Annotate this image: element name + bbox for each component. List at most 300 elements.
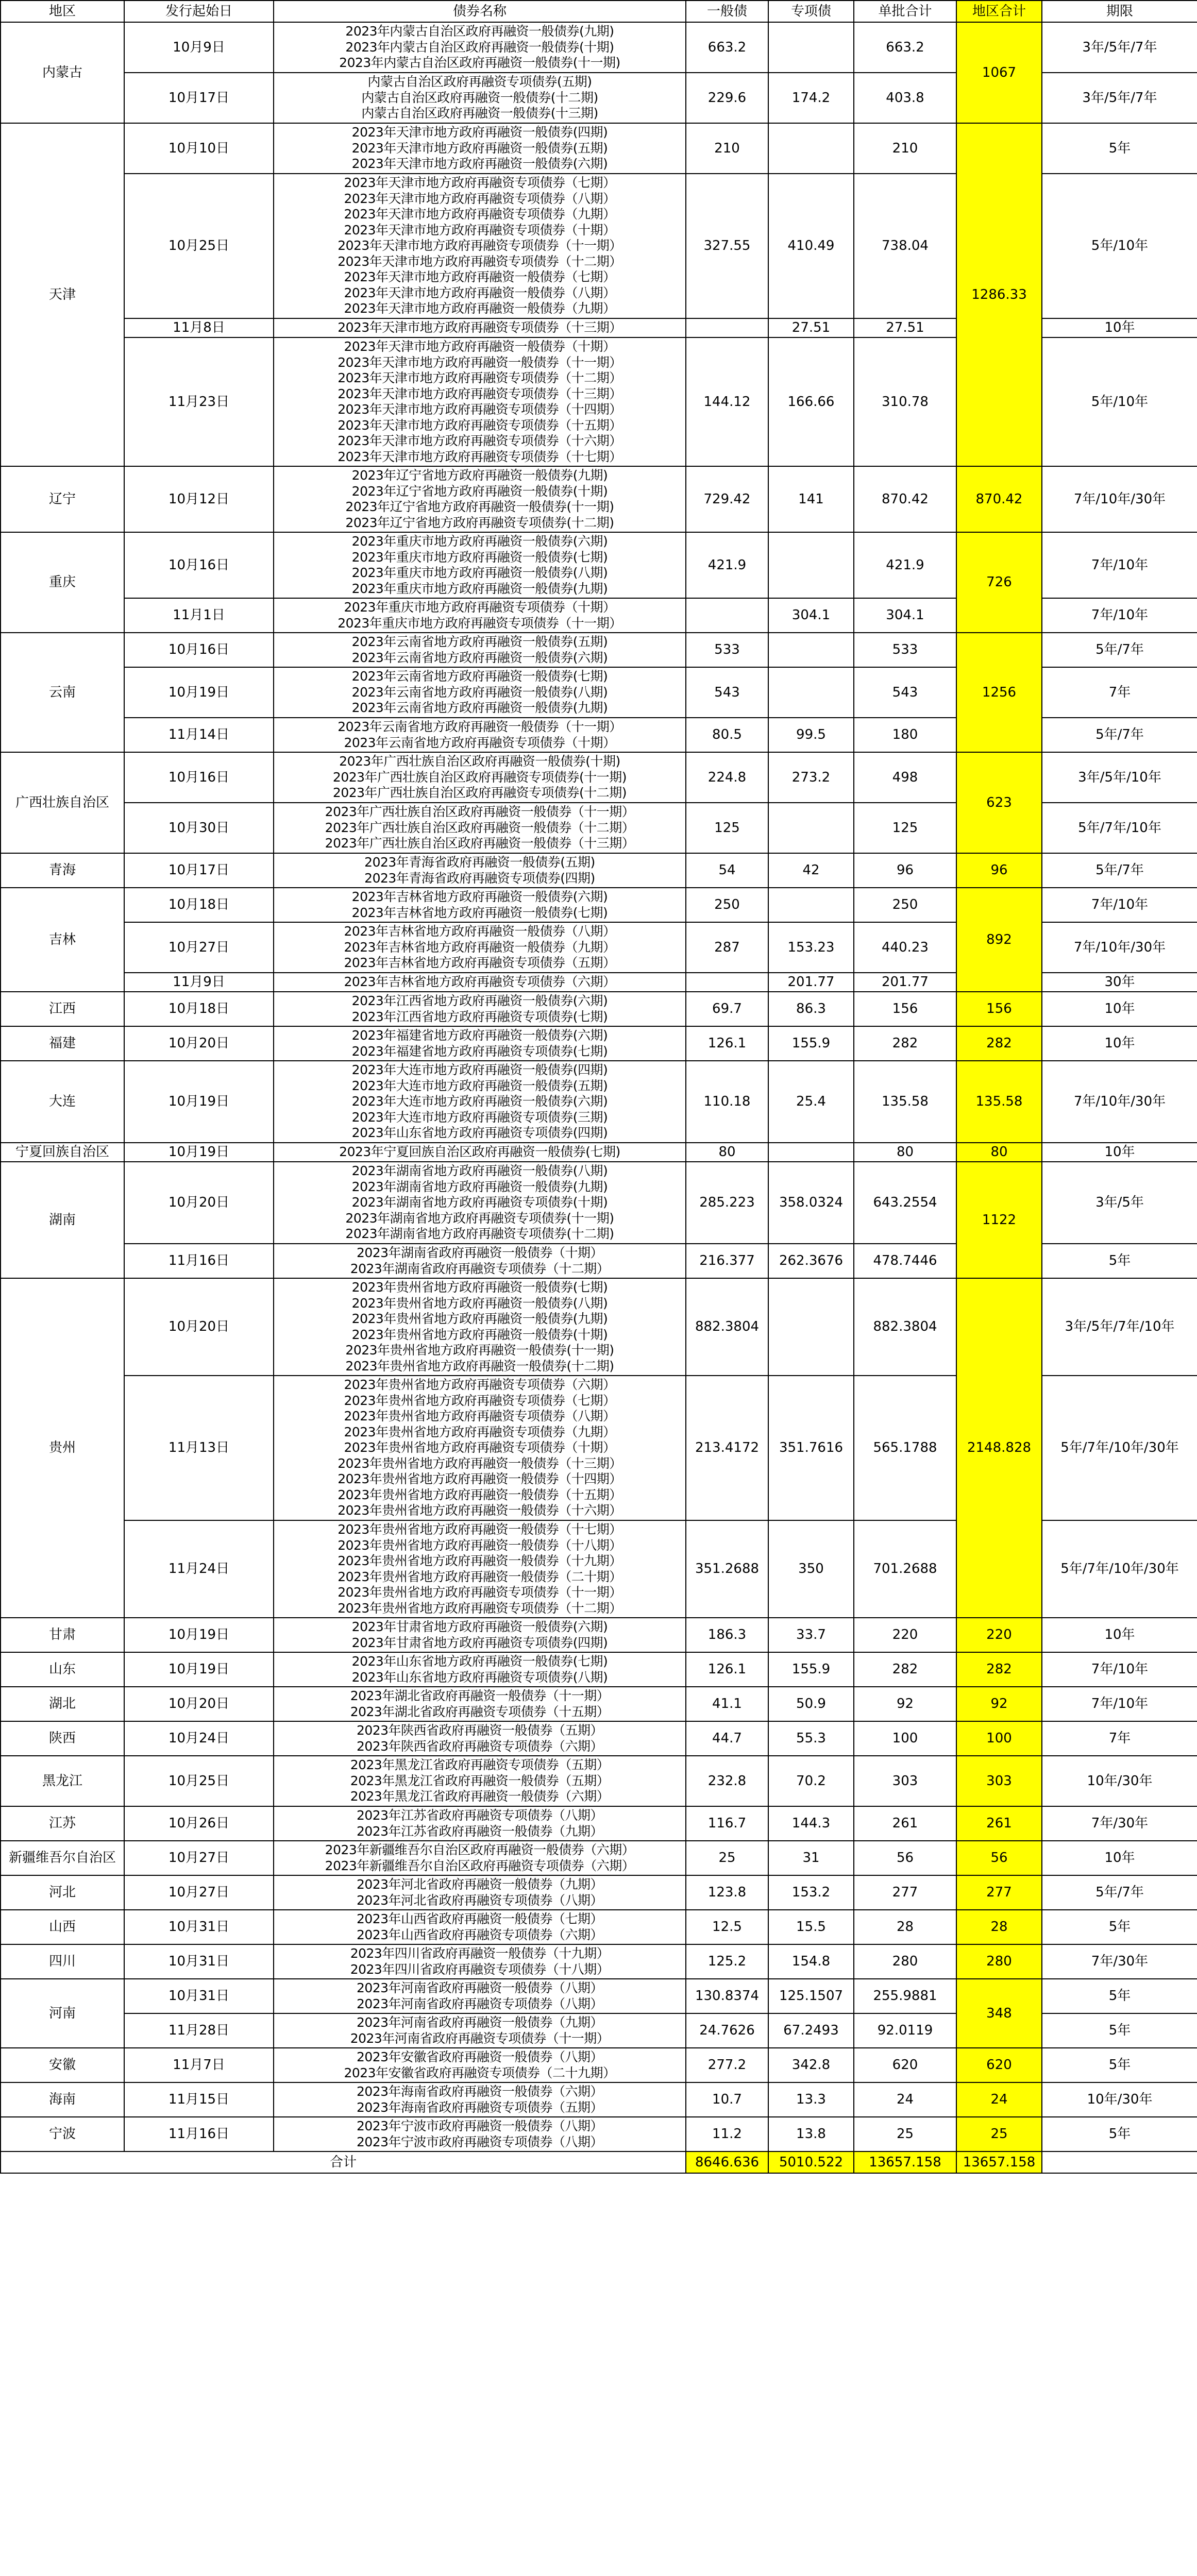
table-row <box>1 1721 1197 1756</box>
special-cell: 273.2 <box>768 752 854 803</box>
batch-total-cell: 92.0119 <box>854 2013 956 2048</box>
special-cell: 50.9 <box>768 1687 854 1721</box>
bond-name: 2023年贵州省地方政府再融资专项债券（十期） <box>344 1440 616 1455</box>
region-cell: 湖南 <box>1 1162 124 1278</box>
batch-total-cell: 303 <box>854 1756 956 1806</box>
term-cell: 5年 <box>1042 1979 1197 2013</box>
bond-name: 2023年贵州省地方政府再融资一般债券(九期) <box>351 1311 608 1326</box>
date-cell: 10月27日 <box>124 1841 274 1875</box>
region-total-cell: 277 <box>956 1875 1042 1910</box>
table-row <box>1 1162 1197 1244</box>
special-cell: 155.9 <box>768 1652 854 1687</box>
bond-name: 2023年云南省地方政府再融资一般债券(九期) <box>351 700 608 716</box>
region-total-cell: 303 <box>956 1756 1042 1806</box>
general-cell: 24.7626 <box>686 2013 768 2048</box>
term-cell: 7年/10年/30年 <box>1042 1061 1197 1143</box>
bond-name: 2023年新疆维吾尔自治区政府再融资一般债券（六期） <box>325 1842 635 1857</box>
table-row <box>1 22 1197 73</box>
region-cell: 安徽 <box>1 2048 124 2082</box>
bond-name: 2023年重庆市地方政府再融资专项债券（十期） <box>344 600 616 615</box>
region-cell: 福建 <box>1 1026 124 1061</box>
special-cell: 55.3 <box>768 1721 854 1756</box>
region-total-cell: 620 <box>956 2048 1042 2082</box>
bond-name: 2023年贵州省地方政府再融资专项债券（九期） <box>344 1424 616 1439</box>
region-cell: 宁波 <box>1 2117 124 2151</box>
special-cell: 410.49 <box>768 174 854 318</box>
special-cell <box>768 532 854 598</box>
table-row <box>1 1687 1197 1721</box>
bond-name: 2023年吉林省地方政府再融资一般债券（九期） <box>344 939 616 955</box>
term-cell: 5年/10年 <box>1042 174 1197 318</box>
bond-name: 2023年广西壮族自治区政府再融资专项债券(十二期) <box>332 785 627 801</box>
header-special: 专项债 <box>768 1 854 22</box>
bond-names-cell <box>274 2013 686 2048</box>
date-cell: 11月7日 <box>124 2048 274 2082</box>
bond-names-cell <box>274 1652 686 1687</box>
date-cell: 10月16日 <box>124 532 274 598</box>
bond-name: 2023年湖南省地方政府再融资一般债券(八期) <box>351 1163 608 1179</box>
bond-name: 2023年河北省政府再融资一般债券（九期） <box>356 1877 603 1892</box>
special-cell: 99.5 <box>768 718 854 752</box>
date-cell: 11月23日 <box>124 337 274 466</box>
batch-total-cell: 304.1 <box>854 598 956 633</box>
region-cell: 河北 <box>1 1875 124 1910</box>
special-cell: 144.3 <box>768 1806 854 1841</box>
date-cell: 10月30日 <box>124 803 274 853</box>
special-cell <box>768 633 854 667</box>
bond-names-cell <box>274 1875 686 1910</box>
date-cell: 10月19日 <box>124 1143 274 1162</box>
batch-total-cell: 156 <box>854 992 956 1026</box>
bond-name: 2023年广西壮族自治区政府再融资专项债券(十一期) <box>332 769 627 785</box>
table-row <box>1 123 1197 174</box>
term-cell: 5年/7年 <box>1042 1875 1197 1910</box>
bond-name: 2023年四川省政府再融资一般债券（十九期） <box>350 1946 610 1961</box>
batch-total-cell: 96 <box>854 853 956 888</box>
special-cell: 13.8 <box>768 2117 854 2151</box>
general-cell: 130.8374 <box>686 1979 768 2013</box>
bond-name: 2023年甘肃省地方政府再融资一般债券(六期) <box>351 1619 608 1634</box>
table-row <box>1 1652 1197 1687</box>
bond-name: 2023年吉林省地方政府再融资一般债券（八期） <box>344 924 616 939</box>
bond-name: 2023年天津市地方政府再融资一般债券（八期） <box>344 285 616 300</box>
region-cell: 云南 <box>1 633 124 752</box>
special-cell: 154.8 <box>768 1944 854 1979</box>
batch-total-cell: 870.42 <box>854 466 956 532</box>
bond-names-cell <box>274 973 686 992</box>
special-cell: 86.3 <box>768 992 854 1026</box>
date-cell: 11月9日 <box>124 973 274 992</box>
bond-names-cell <box>274 2117 686 2151</box>
date-cell: 10月25日 <box>124 174 274 318</box>
date-cell: 11月28日 <box>124 2013 274 2048</box>
bond-name: 2023年重庆市地方政府再融资一般债券(六期) <box>351 534 608 549</box>
bond-name: 2023年大连市地方政府再融资专项债券(三期) <box>351 1109 608 1125</box>
batch-total-cell: 620 <box>854 2048 956 2082</box>
region-cell: 四川 <box>1 1944 124 1979</box>
special-cell: 67.2493 <box>768 2013 854 2048</box>
total-special: 5010.522 <box>768 2151 854 2173</box>
table-row <box>1 1875 1197 1910</box>
table-row <box>1 1618 1197 1652</box>
date-cell: 11月1日 <box>124 598 274 633</box>
bond-name: 2023年江西省地方政府再融资专项债券(七期) <box>351 1009 608 1024</box>
special-cell: 141 <box>768 466 854 532</box>
date-cell: 10月17日 <box>124 853 274 888</box>
bond-names-cell <box>274 888 686 922</box>
bond-name: 2023年新疆维吾尔自治区政府再融资专项债券（六期） <box>325 1858 635 1873</box>
general-cell: 351.2688 <box>686 1520 768 1618</box>
table-row <box>1 1061 1197 1143</box>
general-cell: 232.8 <box>686 1756 768 1806</box>
special-cell: 125.1507 <box>768 1979 854 2013</box>
bond-name: 内蒙古自治区政府再融资一般债券(十三期) <box>361 106 598 121</box>
bond-name: 2023年河南省政府再融资专项债券（八期） <box>356 1996 603 2011</box>
header-general: 一般债 <box>686 1 768 22</box>
region-cell: 江西 <box>1 992 124 1026</box>
table-row <box>1 1841 1197 1875</box>
general-cell: 10.7 <box>686 2082 768 2117</box>
bond-names-cell <box>274 1244 686 1278</box>
special-cell: 201.77 <box>768 973 854 992</box>
table-row <box>1 1944 1197 1979</box>
bond-name: 2023年黑龙江省政府再融资专项债券（五期） <box>350 1757 610 1773</box>
general-cell: 663.2 <box>686 22 768 73</box>
bond-name: 2023年江西省地方政府再融资一般债券(六期) <box>351 993 608 1008</box>
bond-names-cell <box>274 22 686 73</box>
general-cell: 110.18 <box>686 1061 768 1143</box>
batch-total-cell: 282 <box>854 1652 956 1687</box>
region-total-cell: 1286.33 <box>956 123 1042 466</box>
special-cell: 15.5 <box>768 1910 854 1944</box>
table-row <box>1 2117 1197 2151</box>
general-cell <box>686 973 768 992</box>
total-region: 13657.158 <box>956 2151 1042 2173</box>
bond-names-cell <box>274 1618 686 1652</box>
region-cell: 山西 <box>1 1910 124 1944</box>
bond-name: 2023年天津市地方政府再融资专项债券（十四期） <box>338 402 622 417</box>
bond-name: 2023年贵州省地方政府再融资一般债券（十三期） <box>338 1455 622 1471</box>
bond-name: 2023年云南省地方政府再融资一般债券(五期) <box>351 634 608 649</box>
bond-name: 2023年天津市地方政府再融资专项债券（十二期） <box>338 253 622 269</box>
date-cell: 10月25日 <box>124 1756 274 1806</box>
bond-names-cell <box>274 123 686 174</box>
region-cell: 天津 <box>1 123 124 466</box>
bond-name: 2023年湖南省地方政府再融资一般债券(九期) <box>351 1179 608 1194</box>
table-row <box>1 1910 1197 1944</box>
date-cell: 11月16日 <box>124 2117 274 2151</box>
date-cell: 10月18日 <box>124 888 274 922</box>
date-cell: 10月16日 <box>124 633 274 667</box>
term-cell: 5年 <box>1042 1910 1197 1944</box>
general-cell: 533 <box>686 633 768 667</box>
date-cell: 10月20日 <box>124 1162 274 1244</box>
bond-name: 2023年黑龙江省政府再融资一般债券（五期） <box>350 1773 610 1788</box>
date-cell: 10月18日 <box>124 992 274 1026</box>
general-cell: 41.1 <box>686 1687 768 1721</box>
bond-name: 2023年贵州省地方政府再融资一般债券(十一期) <box>345 1343 614 1358</box>
bond-name: 2023年宁波市政府再融资专项债券（八期） <box>356 2134 603 2149</box>
date-cell: 10月26日 <box>124 1806 274 1841</box>
date-cell: 10月16日 <box>124 752 274 803</box>
special-cell: 27.51 <box>768 318 854 337</box>
term-cell: 10年 <box>1042 1143 1197 1162</box>
region-total-cell: 1122 <box>956 1162 1042 1278</box>
bond-name: 2023年天津市地方政府再融资一般债券（十一期） <box>338 354 622 370</box>
batch-total-cell: 543 <box>854 667 956 718</box>
term-cell: 10年 <box>1042 1841 1197 1875</box>
region-total-cell: 280 <box>956 1944 1042 1979</box>
batch-total-cell: 663.2 <box>854 22 956 73</box>
table-row <box>1 853 1197 888</box>
batch-total-cell: 80 <box>854 1143 956 1162</box>
general-cell: 123.8 <box>686 1875 768 1910</box>
batch-total-cell: 220 <box>854 1618 956 1652</box>
term-cell: 10年 <box>1042 318 1197 337</box>
region-total-cell: 56 <box>956 1841 1042 1875</box>
special-cell: 31 <box>768 1841 854 1875</box>
date-cell: 10月20日 <box>124 1278 274 1376</box>
bond-name: 2023年贵州省地方政府再融资专项债券（八期） <box>344 1409 616 1424</box>
bond-names-cell <box>274 853 686 888</box>
bond-name: 2023年天津市地方政府再融资专项债券（九期） <box>344 207 616 222</box>
header-region: 地区 <box>1 1 124 22</box>
table-row <box>1 2048 1197 2082</box>
special-cell <box>768 1278 854 1376</box>
bond-name: 2023年山东省地方政府再融资专项债券(八期) <box>351 1669 608 1685</box>
batch-total-cell: 478.7446 <box>854 1244 956 1278</box>
bond-name: 2023年云南省地方政府再融资一般债券(八期) <box>351 684 608 700</box>
bond-name: 2023年贵州省地方政府再融资一般债券（十九期） <box>338 1553 622 1568</box>
general-cell: 11.2 <box>686 2117 768 2151</box>
term-cell: 5年 <box>1042 2013 1197 2048</box>
region-total-cell: 220 <box>956 1618 1042 1652</box>
bond-name: 2023年贵州省地方政府再融资一般债券（十四期） <box>338 1471 622 1487</box>
term-cell: 5年 <box>1042 123 1197 174</box>
bond-names-cell <box>274 633 686 667</box>
bond-name: 2023年重庆市地方政府再融资一般债券(八期) <box>351 565 608 580</box>
general-cell: 126.1 <box>686 1026 768 1061</box>
region-total-cell: 28 <box>956 1910 1042 1944</box>
region-total-cell: 1256 <box>956 633 1042 752</box>
region-total-cell: 80 <box>956 1143 1042 1162</box>
bond-names-cell <box>274 667 686 718</box>
region-cell: 湖北 <box>1 1687 124 1721</box>
date-cell: 11月13日 <box>124 1376 274 1520</box>
special-cell: 166.66 <box>768 337 854 466</box>
bond-name: 2023年河南省政府再融资一般债券（八期） <box>356 1980 603 1995</box>
bond-name: 2023年河南省政府再融资专项债券（十一期） <box>350 2030 610 2046</box>
bond-name: 2023年山西省政府再融资一般债券（七期） <box>356 1911 603 1926</box>
special-cell: 304.1 <box>768 598 854 633</box>
bond-name: 2023年吉林省地方政府再融资专项债券（五期） <box>344 955 616 971</box>
bond-name: 2023年吉林省地方政府再融资专项债券（六期） <box>344 974 616 990</box>
special-cell: 33.7 <box>768 1618 854 1652</box>
term-cell: 7年/30年 <box>1042 1806 1197 1841</box>
general-cell: 116.7 <box>686 1806 768 1841</box>
bond-name: 2023年辽宁省地方政府再融资一般债券(十一期) <box>345 499 614 514</box>
bond-names-cell <box>274 1278 686 1376</box>
region-total-cell: 24 <box>956 2082 1042 2117</box>
region-total-cell: 623 <box>956 752 1042 853</box>
header-row <box>1 1 1197 22</box>
term-cell: 7年/10年/30年 <box>1042 466 1197 532</box>
bond-name: 2023年大连市地方政府再融资一般债券(六期) <box>351 1094 608 1109</box>
bond-name: 2023年江苏省政府再融资一般债券（九期） <box>356 1823 603 1839</box>
bond-name: 2023年甘肃省地方政府再融资专项债券(四期) <box>351 1635 608 1650</box>
bond-name: 2023年天津市地方政府再融资一般债券（十期） <box>344 339 616 354</box>
table-row <box>1 1806 1197 1841</box>
bond-name: 2023年吉林省地方政府再融资一般债券(六期) <box>351 889 608 904</box>
bond-name: 2023年大连市地方政府再融资一般债券(五期) <box>351 1078 608 1093</box>
date-cell: 11月8日 <box>124 318 274 337</box>
total-label: 合计 <box>1 2151 686 2173</box>
term-cell: 7年/10年 <box>1042 888 1197 922</box>
bond-name: 内蒙古自治区政府再融资专项债券(五期) <box>367 74 592 90</box>
term-cell: 10年/30年 <box>1042 2082 1197 2117</box>
term-cell: 30年 <box>1042 973 1197 992</box>
bond-name: 2023年天津市地方政府再融资专项债券（十六期） <box>338 433 622 448</box>
table-body <box>1 22 1197 2151</box>
bond-name: 2023年福建省地方政府再融资一般债券(六期) <box>351 1028 608 1043</box>
bond-names-cell <box>274 803 686 853</box>
batch-total-cell: 403.8 <box>854 73 956 123</box>
batch-total-cell: 25 <box>854 2117 956 2151</box>
bond-name: 2023年湖北省政府再融资一般债券（十一期） <box>350 1688 610 1703</box>
region-cell: 甘肃 <box>1 1618 124 1652</box>
batch-total-cell: 28 <box>854 1910 956 1944</box>
region-cell: 大连 <box>1 1061 124 1143</box>
bond-name: 2023年广西壮族自治区政府再融资一般债券（十一期） <box>325 804 635 820</box>
term-cell: 3年/5年/7年 <box>1042 73 1197 123</box>
header-region-total: 地区合计 <box>956 1 1042 22</box>
general-cell: 287 <box>686 922 768 973</box>
table-row <box>1 2082 1197 2117</box>
date-cell: 11月16日 <box>124 1244 274 1278</box>
bond-name: 2023年内蒙古自治区政府再融资一般债券(十期) <box>345 39 614 55</box>
batch-total-cell: 261 <box>854 1806 956 1841</box>
date-cell: 10月12日 <box>124 466 274 532</box>
general-cell: 44.7 <box>686 1721 768 1756</box>
bond-name: 2023年河南省政府再融资一般债券（九期） <box>356 2015 603 2030</box>
bond-name: 2023年广西壮族自治区政府再融资一般债券（十二期） <box>325 820 635 835</box>
bond-names-cell <box>274 532 686 598</box>
general-cell: 213.4172 <box>686 1376 768 1520</box>
bond-name: 2023年内蒙古自治区政府再融资一般债券(九期) <box>345 24 614 39</box>
date-cell: 10月31日 <box>124 1979 274 2013</box>
batch-total-cell: 282 <box>854 1026 956 1061</box>
bond-names-cell <box>274 1910 686 1944</box>
term-cell: 5年/10年 <box>1042 337 1197 466</box>
general-cell: 54 <box>686 853 768 888</box>
region-cell: 海南 <box>1 2082 124 2117</box>
bond-names-cell <box>274 73 686 123</box>
bond-names-cell <box>274 1687 686 1721</box>
bond-name: 2023年贵州省地方政府再融资专项债券（七期） <box>344 1393 616 1408</box>
bond-name: 2023年天津市地方政府再融资一般债券(六期) <box>351 156 608 172</box>
term-cell: 3年/5年/7年 <box>1042 22 1197 73</box>
general-cell: 421.9 <box>686 532 768 598</box>
general-cell: 224.8 <box>686 752 768 803</box>
bond-name: 2023年宁夏回族自治区政府再融资一般债券(七期) <box>339 1144 620 1160</box>
region-cell: 贵州 <box>1 1278 124 1618</box>
general-cell: 69.7 <box>686 992 768 1026</box>
region-total-cell: 2148.828 <box>956 1278 1042 1618</box>
bond-name: 2023年湖南省政府再融资专项债券（十二期） <box>350 1261 610 1276</box>
batch-total-cell: 738.04 <box>854 174 956 318</box>
general-cell: 229.6 <box>686 73 768 123</box>
bond-name: 2023年天津市地方政府再融资专项债券（八期） <box>344 191 616 206</box>
bond-name: 2023年湖北省政府再融资专项债券（十五期） <box>350 1704 610 1719</box>
batch-total-cell: 498 <box>854 752 956 803</box>
bond-name: 2023年云南省地方政府再融资一般债券(七期) <box>351 669 608 684</box>
batch-total-cell: 180 <box>854 718 956 752</box>
region-total-cell: 1067 <box>956 22 1042 123</box>
special-cell: 153.2 <box>768 1875 854 1910</box>
region-cell: 新疆维吾尔自治区 <box>1 1841 124 1875</box>
table-row <box>1 888 1197 922</box>
bond-name: 2023年江苏省政府再融资专项债券（八期） <box>356 1808 603 1823</box>
bond-names-cell <box>274 1520 686 1618</box>
term-cell: 3年/5年/10年 <box>1042 752 1197 803</box>
region-total-cell: 261 <box>956 1806 1042 1841</box>
bond-name: 2023年云南省地方政府再融资专项债券（十期） <box>344 735 616 750</box>
bond-name: 2023年天津市地方政府再融资专项债券（十二期） <box>338 370 622 385</box>
term-cell: 7年/10年 <box>1042 1687 1197 1721</box>
table-row <box>1 633 1197 667</box>
bond-name: 2023年大连市地方政府再融资一般债券(四期) <box>351 1062 608 1078</box>
special-cell: 351.7616 <box>768 1376 854 1520</box>
date-cell: 11月24日 <box>124 1520 274 1618</box>
term-cell: 7年 <box>1042 667 1197 718</box>
term-cell: 3年/5年/7年/10年 <box>1042 1278 1197 1376</box>
table-row <box>1 532 1197 598</box>
region-cell: 陕西 <box>1 1721 124 1756</box>
header-batch-total: 单批合计 <box>854 1 956 22</box>
bond-names-cell <box>274 1162 686 1244</box>
special-cell: 42 <box>768 853 854 888</box>
total-term-empty <box>1042 2151 1197 2173</box>
region-total-cell: 726 <box>956 532 1042 633</box>
bond-names-cell <box>274 992 686 1026</box>
bond-name: 2023年山东省地方政府再融资专项债券(四期) <box>351 1125 608 1141</box>
general-cell: 285.223 <box>686 1162 768 1244</box>
bond-names-cell <box>274 1721 686 1756</box>
bond-name: 2023年广西壮族自治区政府再融资一般债券（十三期） <box>325 836 635 851</box>
batch-total-cell: 310.78 <box>854 337 956 466</box>
table-row <box>1 1756 1197 1806</box>
general-cell: 126.1 <box>686 1652 768 1687</box>
bond-name: 2023年宁波市政府再融资一般债券（八期） <box>356 2119 603 2133</box>
bond-name: 2023年湖南省政府再融资一般债券（十期） <box>356 1245 603 1260</box>
term-cell: 5年/7年 <box>1042 853 1197 888</box>
region-cell: 黑龙江 <box>1 1756 124 1806</box>
region-total-cell: 96 <box>956 853 1042 888</box>
region-cell: 内蒙古 <box>1 22 124 123</box>
table-row <box>1 992 1197 1026</box>
bond-name: 2023年重庆市地方政府再融资专项债券（十一期） <box>338 615 622 631</box>
header-date: 发行起始日 <box>124 1 274 22</box>
bond-names-cell <box>274 1061 686 1143</box>
bond-name: 2023年湖南省地方政府再融资专项债券(十二期) <box>345 1226 614 1242</box>
bond-name: 2023年山东省地方政府再融资一般债券(七期) <box>351 1654 608 1669</box>
bond-name: 2023年贵州省地方政府再融资一般债券(十二期) <box>345 1358 614 1374</box>
term-cell: 3年/5年 <box>1042 1162 1197 1244</box>
header-term: 期限 <box>1042 1 1197 22</box>
general-cell: 327.55 <box>686 174 768 318</box>
term-cell: 7年 <box>1042 1721 1197 1756</box>
region-total-cell: 92 <box>956 1687 1042 1721</box>
